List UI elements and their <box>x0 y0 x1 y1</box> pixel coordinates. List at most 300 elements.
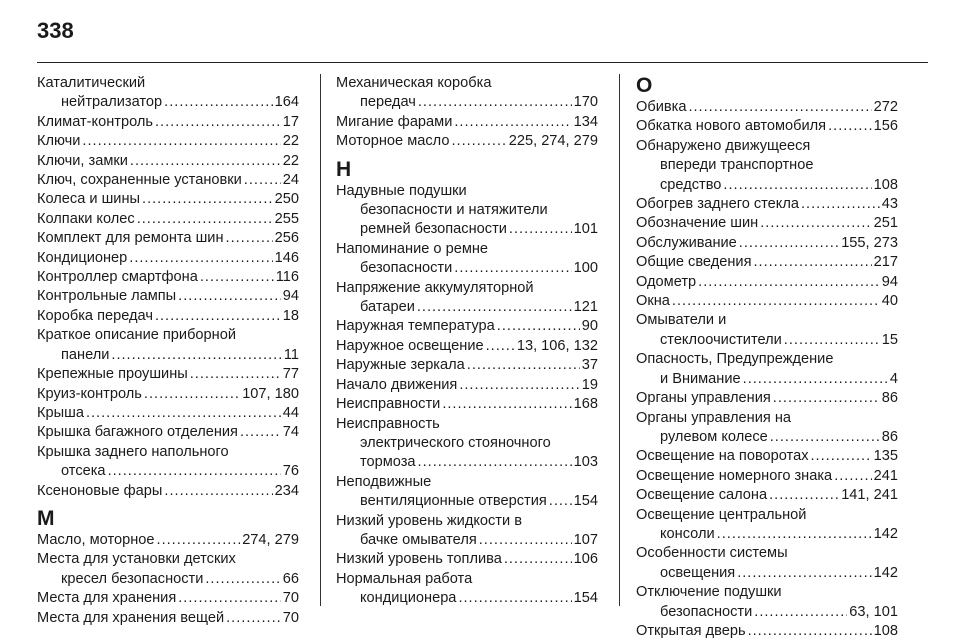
entry-text: Опасность, Предупреждение <box>636 351 834 368</box>
index-entry <box>37 249 299 268</box>
entry-text: Освещение салона <box>636 487 768 504</box>
page-reference: 256 <box>274 230 299 247</box>
entry-text: Механическая коробка <box>336 75 492 91</box>
index-column-3 <box>636 74 898 641</box>
page-reference: 76 <box>282 463 299 480</box>
dot-leader <box>155 113 281 132</box>
entry-text: Климат-контроль <box>37 113 153 130</box>
index-entry <box>37 268 299 287</box>
entry-text: Общие сведения <box>636 254 752 271</box>
dot-leader <box>486 337 515 356</box>
dot-leader <box>417 298 572 317</box>
entry-last-line <box>636 331 898 350</box>
entry-last-line <box>336 589 598 608</box>
page-reference: 156 <box>873 118 898 135</box>
index-entry <box>37 443 299 482</box>
page-reference: 107 <box>573 531 598 548</box>
entry-last-line <box>37 190 299 209</box>
entry-text: Места для хранения <box>37 590 177 607</box>
index-entry <box>37 550 299 589</box>
entry-last-line <box>636 603 898 622</box>
index-entry <box>37 365 299 384</box>
index-entry <box>336 512 598 551</box>
entry-text: Освещение на поворотах <box>636 448 809 465</box>
entry-last-line <box>336 220 598 239</box>
entry-text: Крышка багажного отделения <box>37 424 238 441</box>
page-reference: 70 <box>282 590 299 607</box>
entry-text: Обкатка нового автомобиля <box>636 118 827 135</box>
page-reference: 108 <box>873 622 898 639</box>
index-entry <box>37 171 299 190</box>
index-entry <box>636 467 898 486</box>
index-entry <box>336 550 598 569</box>
entry-last-line <box>336 337 598 356</box>
dot-leader <box>86 404 281 423</box>
entry-text: Окна <box>636 293 670 310</box>
entry-text: средство <box>660 176 722 193</box>
dot-leader <box>784 331 880 350</box>
index-entry <box>336 279 598 318</box>
index-entry <box>336 337 598 356</box>
entry-last-line <box>37 210 299 229</box>
section-letter: М <box>37 506 55 530</box>
entry-last-line <box>636 195 898 214</box>
entry-last-line <box>636 370 898 389</box>
dot-leader <box>769 486 839 505</box>
entry-last-line <box>37 462 299 481</box>
entry-text: Обозначение шин <box>636 215 759 232</box>
index-entry <box>636 544 898 583</box>
dot-leader <box>164 93 272 112</box>
entry-last-line <box>37 385 299 404</box>
page-reference: 250 <box>274 191 299 208</box>
entry-text: рулевом колесе <box>660 428 768 445</box>
page-reference: 44 <box>282 404 299 421</box>
index-entry <box>636 98 898 117</box>
page-reference: 37 <box>581 357 598 374</box>
page-reference: 4 <box>889 370 898 387</box>
entry-last-line <box>636 273 898 292</box>
index-entry <box>636 350 898 389</box>
page-reference: 94 <box>282 288 299 305</box>
entry-last-line <box>37 307 299 326</box>
index-entry <box>636 583 898 622</box>
entry-text: Обнаружено движущееся <box>636 137 811 154</box>
page-reference: 22 <box>282 133 299 150</box>
index-entry <box>37 229 299 248</box>
entry-last-line <box>636 234 898 253</box>
page-reference: 77 <box>282 366 299 383</box>
entry-last-line <box>336 453 598 472</box>
entry-text: Низкий уровень жидкости в <box>336 512 522 529</box>
page-reference: 155, 273 <box>841 234 898 251</box>
page-reference: 255 <box>274 210 299 227</box>
index-entry <box>37 423 299 442</box>
entry-last-line <box>636 389 898 408</box>
dot-leader <box>773 389 880 408</box>
dot-leader <box>144 385 240 404</box>
page-reference: 142 <box>873 564 898 581</box>
column-divider <box>619 74 620 606</box>
entry-text: Омыватели и <box>636 312 727 329</box>
index-entry <box>636 234 898 253</box>
entry-text: Ксеноновые фары <box>37 482 163 499</box>
entry-last-line <box>37 531 299 550</box>
entry-text: безопасности и натяжители <box>360 202 548 219</box>
index-entry <box>636 311 898 350</box>
dot-leader <box>108 462 281 481</box>
entry-text: Начало движения <box>336 376 458 393</box>
page-reference: 18 <box>282 307 299 324</box>
index-entry <box>636 622 898 641</box>
entry-last-line <box>37 93 299 112</box>
dot-leader <box>190 365 281 384</box>
dot-leader <box>811 447 872 466</box>
dot-leader <box>459 376 579 395</box>
index-entry <box>37 531 299 550</box>
index-column-1 <box>37 74 299 628</box>
page-reference: 241 <box>873 467 898 484</box>
page-reference: 11 <box>283 346 299 363</box>
entry-text: Ключ, сохраненные установки <box>37 172 242 189</box>
page-reference: 154 <box>573 493 598 510</box>
entry-last-line <box>636 214 898 233</box>
entry-text: Напоминание о ремне <box>336 240 489 257</box>
entry-last-line <box>336 113 598 132</box>
entry-text: Неисправности <box>336 396 441 413</box>
index-entry <box>336 182 598 240</box>
entry-last-line <box>336 356 598 375</box>
page-reference: 86 <box>881 390 898 407</box>
entry-last-line <box>37 287 299 306</box>
page-reference: 134 <box>573 113 598 130</box>
index-entry <box>636 389 898 408</box>
page-reference: 13, 106, 132 <box>516 337 598 354</box>
entry-text: впереди транспортное <box>660 157 814 174</box>
index-entry <box>37 385 299 404</box>
entry-text: Органы управления на <box>636 409 792 426</box>
entry-text: Нормальная работа <box>336 570 473 587</box>
page-reference: 146 <box>274 249 299 266</box>
dot-leader <box>801 195 880 214</box>
dot-leader <box>467 356 580 375</box>
entry-text: Контрольные лампы <box>37 288 177 305</box>
dot-leader <box>82 132 280 151</box>
dot-leader <box>442 395 571 414</box>
index-entry <box>37 132 299 151</box>
index-entry <box>636 195 898 214</box>
dot-leader <box>770 428 880 447</box>
dot-leader <box>723 176 871 195</box>
entry-last-line <box>336 492 598 511</box>
entry-last-line <box>37 570 299 589</box>
dot-leader <box>111 346 281 365</box>
entry-last-line <box>336 298 598 317</box>
page-reference: 66 <box>282 570 299 587</box>
page-reference: 94 <box>881 273 898 290</box>
entry-text: Открытая дверь <box>636 622 746 639</box>
dot-leader <box>244 171 281 190</box>
dot-leader <box>200 268 274 287</box>
entry-text: Наружное освещение <box>336 337 484 354</box>
page-reference: 63, 101 <box>849 603 898 620</box>
dot-leader <box>130 152 281 171</box>
entry-last-line <box>37 249 299 268</box>
entry-last-line <box>636 428 898 447</box>
dot-leader <box>504 550 572 569</box>
dot-leader <box>129 249 272 268</box>
page-reference: 116 <box>275 269 299 286</box>
section-letter: Н <box>336 157 352 181</box>
entry-text: Освещение номерного знака <box>636 467 833 484</box>
entry-text: Крышка заднего напольного <box>37 443 229 460</box>
entry-last-line <box>636 447 898 466</box>
page-reference: 17 <box>282 113 299 130</box>
index-entry <box>636 137 898 195</box>
dot-leader <box>698 273 880 292</box>
entry-text: Обогрев заднего стекла <box>636 196 799 213</box>
page-reference: 272 <box>873 99 898 115</box>
entry-text: Масло, моторное <box>37 531 155 548</box>
dot-leader <box>205 570 280 589</box>
entry-text: безопасности <box>360 260 453 277</box>
index-entry <box>336 317 598 336</box>
index-entry <box>37 404 299 423</box>
index-entry <box>37 152 299 171</box>
entry-last-line <box>636 467 898 486</box>
entry-last-line <box>636 622 898 641</box>
entry-last-line <box>336 550 598 569</box>
index-entry <box>636 117 898 136</box>
page-reference: 225, 274, 279 <box>508 133 598 150</box>
entry-text: Колпаки колес <box>37 210 135 227</box>
page-reference: 164 <box>274 94 299 111</box>
index-entry <box>37 589 299 608</box>
index-entry <box>636 214 898 233</box>
page-reference: 135 <box>873 448 898 465</box>
index-entry <box>636 447 898 466</box>
index-entry <box>37 210 299 229</box>
index-entry <box>336 415 598 473</box>
entry-last-line <box>37 365 299 384</box>
entry-text: панели <box>61 346 110 363</box>
page-number: 338 <box>37 18 74 43</box>
entry-last-line <box>636 564 898 583</box>
page-reference: 170 <box>573 94 598 111</box>
entry-text: Органы управления <box>636 390 771 407</box>
dot-leader <box>549 492 572 511</box>
page-reference: 142 <box>873 525 898 542</box>
page-reference: 101 <box>573 221 598 238</box>
dot-leader <box>454 259 571 278</box>
entry-text: Ключи <box>37 133 81 150</box>
index-entry <box>336 570 598 609</box>
dot-leader <box>479 531 572 550</box>
entry-text: Крепежные проушины <box>37 366 188 383</box>
dot-leader <box>178 589 281 608</box>
page-reference: 86 <box>881 428 898 445</box>
entry-text: Надувные подушки <box>336 182 467 199</box>
page-reference: 107, 180 <box>242 385 299 402</box>
dot-leader <box>739 234 839 253</box>
entry-last-line <box>336 531 598 550</box>
entry-last-line <box>636 486 898 505</box>
dot-leader <box>753 253 871 272</box>
index-entry <box>636 506 898 545</box>
page-reference: 40 <box>881 293 898 310</box>
page-reference: 43 <box>881 196 898 213</box>
page-reference: 22 <box>282 152 299 169</box>
entry-last-line <box>37 609 299 628</box>
entry-text: отсека <box>61 463 106 480</box>
page-reference: 234 <box>274 482 299 499</box>
entry-last-line <box>636 525 898 544</box>
index-entry <box>37 482 299 501</box>
page-reference: 274, 279 <box>242 531 299 548</box>
index-column-2 <box>336 74 598 609</box>
dot-leader <box>497 317 580 336</box>
entry-text: Колеса и шины <box>37 191 141 208</box>
entry-text: бачке омывателя <box>360 531 477 548</box>
page-reference: 106 <box>573 551 598 568</box>
entry-text: Освещение центральной <box>636 506 807 523</box>
index-entry <box>336 240 598 279</box>
dot-leader <box>737 564 871 583</box>
dot-leader <box>418 93 572 112</box>
entry-last-line <box>37 132 299 151</box>
page-reference: 251 <box>873 215 898 232</box>
entry-text: освещения <box>660 564 736 581</box>
dot-leader <box>743 370 888 389</box>
entry-text: кресел безопасности <box>61 570 204 587</box>
entry-text: Кондиционер <box>37 249 128 266</box>
entry-text: тормоза <box>360 454 416 471</box>
entry-text: Краткое описание приборной <box>37 327 236 344</box>
dot-leader <box>418 453 572 472</box>
index-entry <box>636 273 898 292</box>
entry-text: Обивка <box>636 99 687 115</box>
entry-text: Особенности системы <box>636 545 788 562</box>
page-reference: 24 <box>282 172 299 189</box>
entry-text: Отключение подушки <box>636 584 782 601</box>
entry-text: Мигание фарами <box>336 113 453 130</box>
index-entry <box>336 473 598 512</box>
entry-text: Неисправность <box>336 415 440 432</box>
entry-text: Крыша <box>37 404 84 421</box>
entry-last-line <box>636 292 898 311</box>
page-reference: 70 <box>282 609 299 626</box>
entry-text: Комплект для ремонта шин <box>37 230 224 247</box>
entry-last-line <box>37 423 299 442</box>
page-reference: 15 <box>881 331 898 348</box>
dot-leader <box>828 117 872 136</box>
entry-last-line <box>37 171 299 190</box>
index-entry <box>37 74 299 113</box>
page-reference: 168 <box>573 396 598 413</box>
dot-leader <box>157 531 241 550</box>
dot-leader <box>458 589 571 608</box>
page-reference: 121 <box>573 299 598 316</box>
index-entry <box>37 287 299 306</box>
column-divider <box>320 74 321 606</box>
dot-leader <box>178 287 281 306</box>
entry-last-line <box>37 482 299 501</box>
index-entry <box>336 356 598 375</box>
entry-text: стеклоочистители <box>660 331 782 348</box>
index-entry <box>336 132 598 151</box>
entry-last-line <box>636 98 898 117</box>
dot-leader <box>760 214 871 233</box>
entry-text: Одометр <box>636 273 697 290</box>
entry-text: передач <box>360 94 416 111</box>
entry-last-line <box>37 589 299 608</box>
entry-text: Круиз-контроль <box>37 385 142 402</box>
entry-last-line <box>336 376 598 395</box>
page-reference: 217 <box>873 254 898 271</box>
entry-last-line <box>37 113 299 132</box>
index-entry <box>636 486 898 505</box>
page-reference: 100 <box>573 260 598 277</box>
index-entry <box>336 376 598 395</box>
entry-text: и Внимание <box>660 370 741 387</box>
entry-text: вентиляционные отверстия <box>360 493 547 510</box>
entry-last-line <box>636 176 898 195</box>
entry-text: батареи <box>360 299 415 316</box>
entry-text: Наружные зеркала <box>336 357 465 374</box>
entry-last-line <box>336 317 598 336</box>
entry-text: Каталитический <box>37 75 146 91</box>
entry-last-line <box>336 259 598 278</box>
entry-text: Обслуживание <box>636 234 737 251</box>
dot-leader <box>688 98 871 117</box>
entry-text: нейтрализатор <box>61 94 163 111</box>
dot-leader <box>142 190 273 209</box>
page-reference: 19 <box>581 376 598 393</box>
entry-text: электрического стояночного <box>360 434 551 451</box>
entry-last-line <box>336 93 598 112</box>
index-entry <box>336 113 598 132</box>
entry-text: ремней безопасности <box>360 221 507 238</box>
dot-leader <box>717 525 872 544</box>
dot-leader <box>454 113 571 132</box>
page-reference: 154 <box>573 590 598 607</box>
entry-last-line <box>37 404 299 423</box>
dot-leader <box>672 292 880 311</box>
dot-leader <box>834 467 871 486</box>
page-reference: 90 <box>581 318 598 335</box>
dot-leader <box>754 603 847 622</box>
entry-text: Контроллер смартфона <box>37 269 198 286</box>
index-entry <box>636 253 898 272</box>
entry-text: Места для установки детских <box>37 551 236 568</box>
entry-last-line <box>636 117 898 136</box>
index-entry <box>336 395 598 414</box>
entry-text: безопасности <box>660 603 753 620</box>
entry-last-line <box>37 268 299 287</box>
dot-leader <box>748 622 872 641</box>
entry-text: Неподвижные <box>336 473 432 490</box>
entry-last-line <box>37 152 299 171</box>
page-reference: 108 <box>873 176 898 193</box>
dot-leader <box>451 132 506 151</box>
page-reference: 103 <box>573 454 598 471</box>
index-entry <box>336 74 598 113</box>
index-entry <box>37 190 299 209</box>
dot-leader <box>155 307 281 326</box>
index-entry <box>636 292 898 311</box>
entry-text: кондиционера <box>360 590 457 607</box>
index-entry <box>37 326 299 365</box>
